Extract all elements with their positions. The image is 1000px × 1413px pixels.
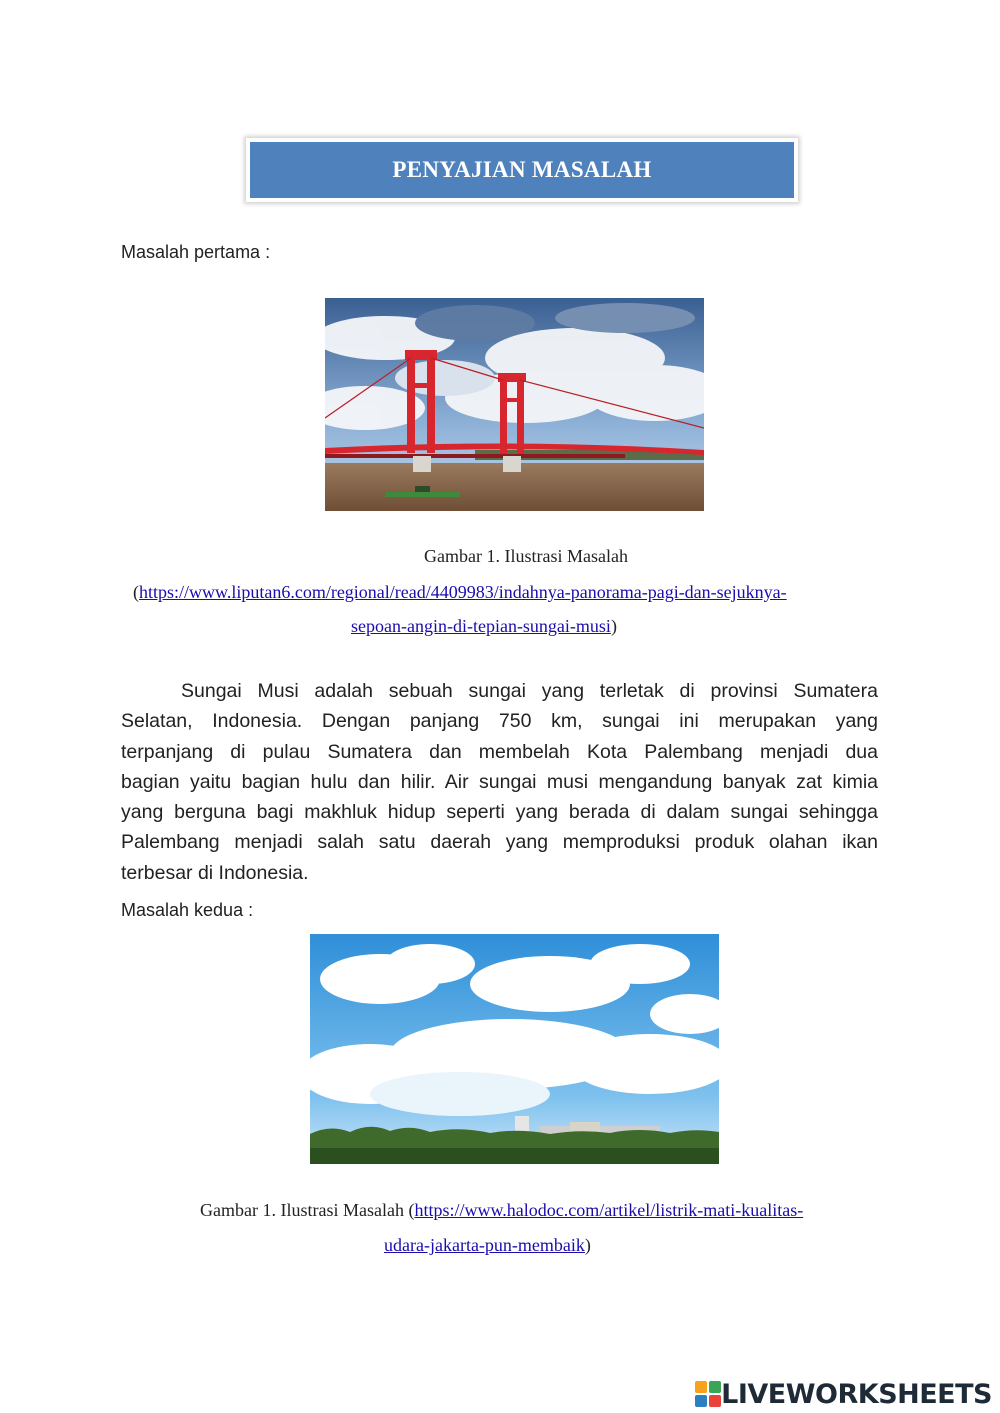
sky-image	[310, 934, 719, 1164]
bridge-image	[325, 298, 704, 511]
close-paren: )	[584, 1235, 591, 1255]
paragraph-line: Palembang menjadi salah satu daerah yang memproduksi produk olahan ikan	[121, 831, 878, 854]
open-paren: (	[133, 582, 139, 602]
sky-illustration	[310, 934, 719, 1164]
problem-2-caption-line2	[384, 1235, 591, 1256]
problem-1-source-line2	[351, 616, 617, 637]
problem-1-caption: Gambar 1. Ilustrasi Masalah	[424, 546, 628, 566]
bridge-illustration	[325, 298, 704, 511]
problem-1-label: Masalah pertama :	[121, 242, 271, 262]
liveworksheets-logo	[695, 1377, 992, 1411]
problem-2-label: Masalah kedua :	[121, 900, 254, 920]
paragraph-line: terbesar di Indonesia.	[121, 861, 309, 884]
liveworksheets-brand: LIVEWORKSHEETS	[721, 1378, 992, 1410]
problem-2-source-link[interactable]: https://www.halodoc.com/artikel/listrik-mati-kualitas-	[414, 1200, 804, 1220]
paragraph-line: bagian yaitu bagian hulu dan hilir. Air sungai musi mengandung banyak zat kimia	[121, 770, 878, 793]
problem-1-source-link-cont[interactable]: sepoan-angin-di-tepian-sungai-musi	[351, 616, 611, 636]
problem-1-source-link[interactable]: https://www.liputan6.com/regional/read/4409983/indahnya-panorama-pagi-dan-sejuknya-	[139, 582, 787, 602]
problem-2-caption-line1	[200, 1200, 803, 1221]
problem-2-caption: Gambar 1. Ilustrasi Masalah (	[200, 1200, 415, 1220]
close-paren: )	[610, 616, 617, 636]
page-title: PENYAJIAN MASALAH	[250, 142, 794, 198]
liveworksheets-icon	[695, 1381, 721, 1407]
title-box	[246, 138, 798, 202]
description-paragraph	[121, 676, 878, 888]
paragraph-line: terpanjang di pulau Sumatera dan membelah Kota Palembang menjadi dua	[121, 740, 878, 763]
paragraph-line: yang berguna bagi makhluk hidup seperti yang berada di dalam sungai sehingga	[121, 801, 878, 824]
paragraph-line: Sungai Musi adalah sebuah sungai yang terletak di provinsi Sumatera	[181, 680, 878, 702]
problem-2-source-link-cont[interactable]: udara-jakarta-pun-membaik	[384, 1235, 585, 1255]
paragraph-line: Selatan, Indonesia. Dengan panjang 750 km, sungai ini merupakan yang	[121, 710, 878, 733]
problem-1-source-line1	[133, 582, 787, 603]
